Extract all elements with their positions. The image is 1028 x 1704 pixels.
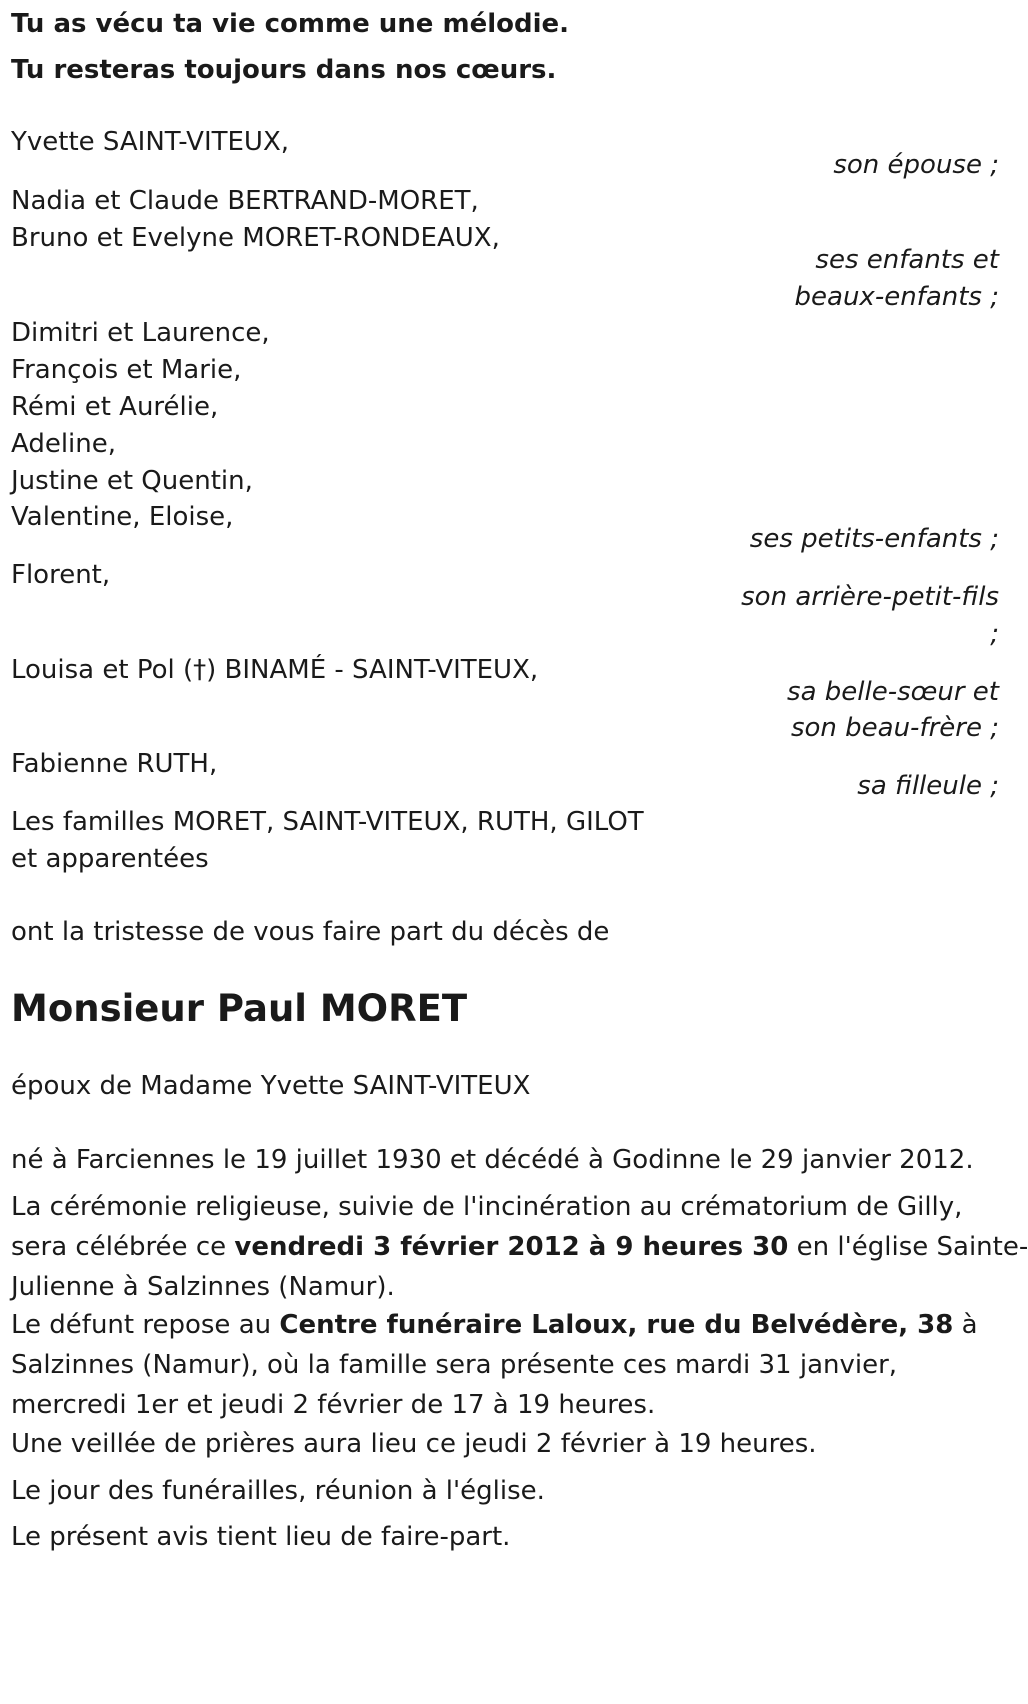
- grandchild-line: François et Marie,: [11, 355, 242, 385]
- great-grandchild-role-2: ;: [990, 619, 999, 649]
- spouse-line: époux de Madame Yvette SAINT-VITEUX: [11, 1071, 531, 1101]
- vigil-text: Une veillée de prières aura lieu ce jeudi 2 février à 19 heures.: [11, 1429, 817, 1459]
- grandchild-line: Dimitri et Laurence,: [11, 318, 270, 348]
- families-line-2: et apparentées: [11, 844, 209, 874]
- ceremony-paragraph: [11, 1187, 1028, 1307]
- grandchild-line: Adeline,: [11, 429, 117, 459]
- ceremony-text: sera célébrée ce: [11, 1232, 235, 1262]
- notice-text: Le présent avis tient lieu de faire-part.: [11, 1522, 511, 1552]
- children-role-2: beaux-enfants ;: [794, 282, 999, 312]
- deceased-name: Monsieur Paul MORET: [11, 987, 468, 1030]
- ceremony-line-3: Julienne à Salzinnes (Namur).: [11, 1272, 395, 1302]
- repose-paragraph: [11, 1305, 1001, 1425]
- repose-line-2: Salzinnes (Namur), où la famille sera présente ces mardi 31 janvier,: [11, 1350, 898, 1380]
- ceremony-text: en l'église Sainte-: [788, 1232, 1028, 1262]
- grandchild-line: Rémi et Aurélie,: [11, 392, 219, 422]
- epitaph-line-1: Tu as vécu ta vie comme une mélodie.: [11, 9, 570, 39]
- great-grandchild-name: Florent,: [11, 560, 111, 590]
- grandchildren-role: ses petits-enfants ;: [749, 524, 999, 554]
- goddaughter-role: sa filleule ;: [857, 771, 999, 801]
- repose-line-1: [11, 1305, 1001, 1345]
- wife-name: Yvette SAINT-VITEUX,: [11, 127, 290, 157]
- grandchild-line: Justine et Quentin,: [11, 466, 253, 496]
- in-laws-name: Louisa et Pol (†) BINAMÉ - SAINT-VITEUX,: [11, 655, 539, 685]
- repose-text: à: [953, 1310, 978, 1340]
- child-line-1: Nadia et Claude BERTRAND-MORET,: [11, 186, 479, 216]
- ceremony-line-1: La cérémonie religieuse, suivie de l'incinération au crématorium de Gilly,: [11, 1192, 963, 1222]
- funeral-home-address: Centre funéraire Laloux, rue du Belvédère, 38: [279, 1310, 954, 1340]
- grandchild-line: Valentine, Eloise,: [11, 502, 234, 532]
- ceremony-line-2: [11, 1227, 1028, 1267]
- repose-text: Le défunt repose au: [11, 1310, 280, 1340]
- announcement-text: ont la tristesse de vous faire part du décès de: [11, 917, 610, 947]
- families-line-1: Les familles MORET, SAINT-VITEUX, RUTH, GILOT: [11, 807, 644, 837]
- wife-role: son épouse ;: [833, 150, 999, 180]
- in-laws-role-2: son beau-frère ;: [790, 713, 999, 743]
- goddaughter-name: Fabienne RUTH,: [11, 749, 218, 779]
- child-line-2: Bruno et Evelyne MORET-RONDEAUX,: [11, 223, 500, 253]
- ceremony-date: vendredi 3 février 2012 à 9 heures 30: [234, 1232, 789, 1262]
- children-role-1: ses enfants et: [815, 245, 999, 275]
- in-laws-role-1: sa belle-sœur et: [787, 677, 999, 707]
- epitaph-line-2: Tu resteras toujours dans nos cœurs.: [11, 55, 557, 85]
- great-grandchild-role-1: son arrière-petit-fils: [741, 582, 999, 612]
- funeral-meeting-text: Le jour des funérailles, réunion à l'église.: [11, 1476, 545, 1506]
- birth-death-text: né à Farciennes le 19 juillet 1930 et décédé à Godinne le 29 janvier 2012.: [11, 1145, 974, 1175]
- repose-line-3: mercredi 1er et jeudi 2 février de 17 à 19 heures.: [11, 1390, 656, 1420]
